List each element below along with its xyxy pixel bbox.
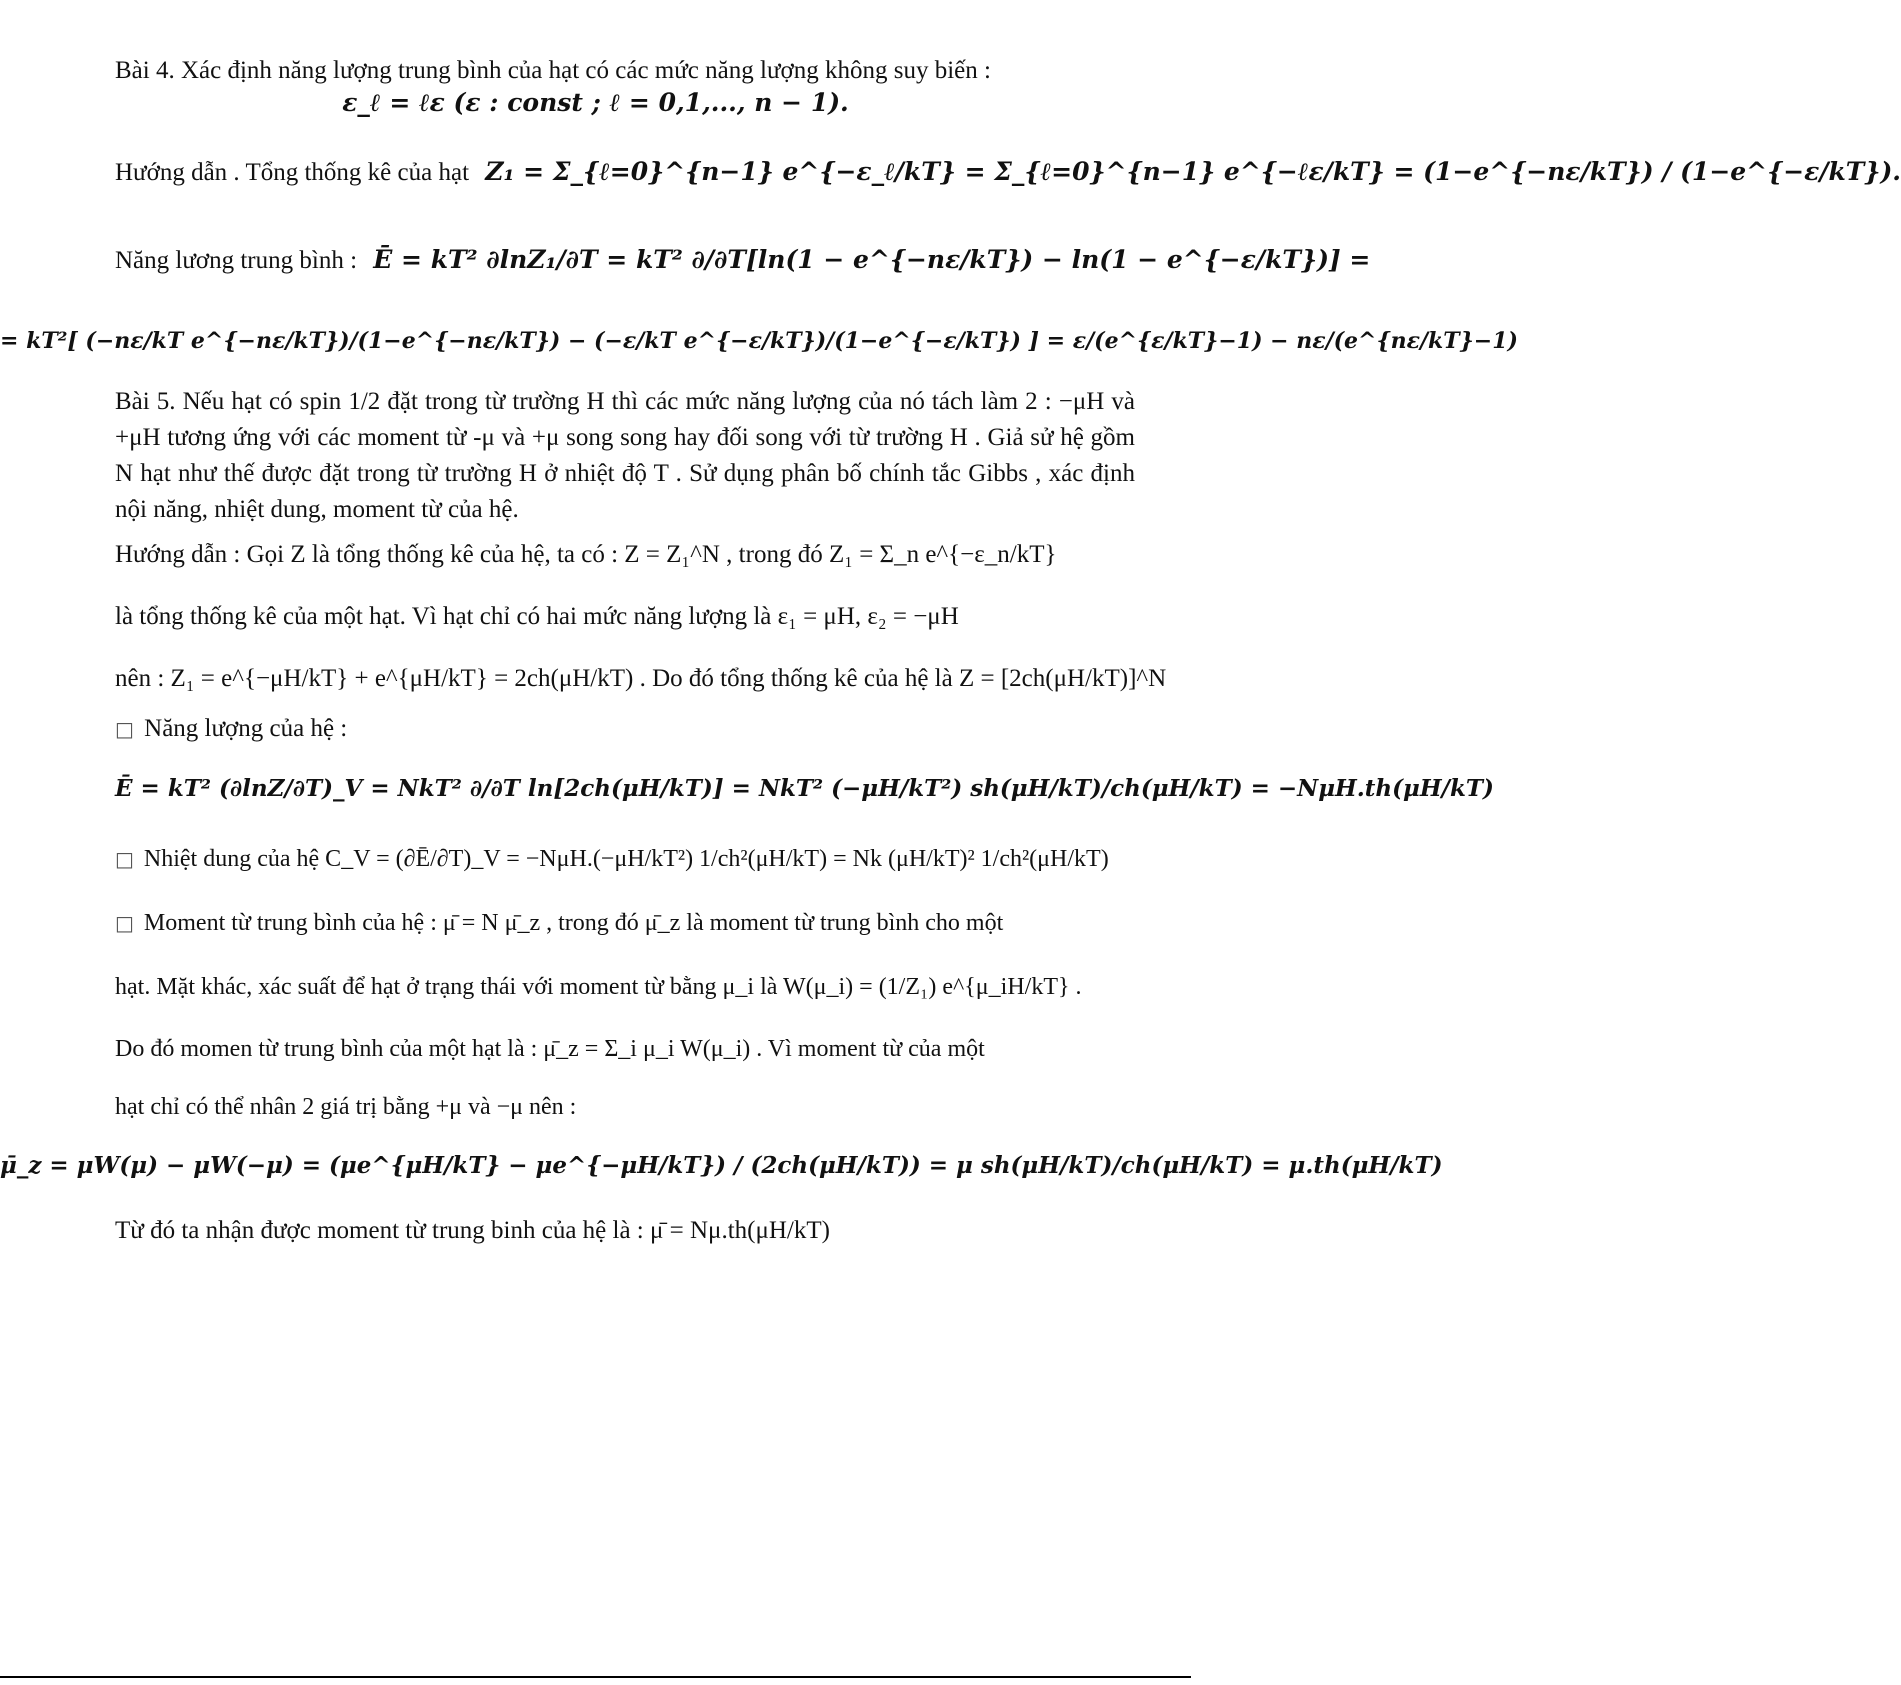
system-partition-line: nên : Z₁ = e^{−μH/kT} + e^{μH/kT} = 2ch(μH/kT) . Do đó tổng thống kê của hệ là Z = [2ch(μH/kT)]^N [115,665,1167,692]
mean-energy-formula: Ē = kT² ∂lnZ₁/∂T = kT² ∂/∂T[ln(1 − e^{−nε/kT}) − ln(1 − e^{−ε/kT})] = [373,245,1371,274]
mean-energy-result-formula: = kT²[ (−nε/kT e^{−nε/kT})/(1−e^{−nε/kT}) − (−ε/kT e^{−ε/kT})/(1−e^{−ε/kT}) ] = ε/(e^{ε/kT}−1) − nε/(e^{nε/kT}−1) [0,328,1518,354]
exercise-5-statement: Bài 5. Nếu hạt có spin 1/2 đặt trong từ trường H thì các mức năng lượng của nó tách làm 2 : −μH và +μH tương ứng với các moment từ -μ và +μ song song hay đối song với từ trường H . Giả sử hệ gồm N hạt như thế được đặt trong từ trường H ở nhiệt độ T . Sử dụng phân bố chính tắc Gibbs , xác định nội năng, nhiệt dung, moment từ của hệ. [115,388,1135,523]
hint-label: Hướng dẫn . Tổng thống kê của hạt [115,159,470,186]
heat-capacity-line [115,842,1109,876]
bullet-icon: □ [115,717,134,741]
partition-function-formula: Z₁ = Σ_{ℓ=0}^{n−1} e^{−ε_ℓ/kT} = Σ_{ℓ=0}^{n−1} e^{−ℓε/kT} = (1−e^{−nε/kT}) / (1−e^{−ε/kT}). [485,157,1901,186]
mean-moment-particle-formula: μ̄_z = μW(μ) − μW(−μ) = (μe^{μH/kT} − μe^{−μH/kT}) / (2ch(μH/kT)) = μ sh(μH/kT)/ch(μH/kT) = μ.th(μH/kT) [0,1152,1443,1179]
exercise-5-hint-line: Hướng dẫn : Gọi Z là tổng thống kê của hệ, ta có : Z = Z₁^N , trong đó Z₁ = Σ_n e^{−ε_n/kT} [115,541,1057,568]
two-values-line: hạt chỉ có thể nhân 2 giá trị bằng +μ và −μ nên : [115,1094,577,1120]
bullet-icon: □ [115,847,134,871]
mean-energy-label: Năng lương trung bình : [115,247,358,274]
exercise-4-statement: Bài 4. Xác định năng lượng trung bình của hạt có các mức năng lượng không suy biến : [115,57,991,84]
probability-line: hạt. Mặt khác, xác suất để hạt ở trạng thái với moment từ bằng μ_i là W(μ_i) = (1/Z₁) e^{μ_iH/kT} . [115,974,1082,1000]
page-bottom-rule [0,1676,1191,1678]
magnetic-moment-text: Moment từ trung bình của hệ : μ̄ = N μ̄_z , trong đó μ̄_z là moment từ trung bình cho một [143,910,1004,936]
mean-energy-line [115,243,1370,278]
mean-moment-particle-line: Do đó momen từ trung bình của một hạt là : μ̄_z = Σ_i μ_i W(μ_i) . Vì moment từ của một [115,1036,985,1062]
magnetic-moment-line [115,906,1003,940]
system-moment-result-line: Từ đó ta nhận được moment từ trung binh của hệ là : μ̄ = Nμ.th(μH/kT) [115,1217,830,1244]
internal-energy-formula: Ē = kT² (∂lnZ/∂T)_V = NkT² ∂/∂T ln[2ch(μH/kT)] = NkT² (−μH/kT²) sh(μH/kT)/ch(μH/kT) = −NμH.th(μH/kT) [115,775,1494,802]
heat-capacity-formula: Nhiệt dung của hệ C_V = (∂Ē/∂T)_V = −NμH.(−μH/kT²) 1/ch²(μH/kT) = Nk (μH/kT)² 1/ch²(μH/kT) [143,846,1109,872]
energy-levels-formula: ε_ℓ = ℓε (ε : const ; ℓ = 0,1,..., n − 1). [342,88,849,117]
bullet-icon: □ [115,911,134,935]
partition-function-line [115,155,1901,190]
energy-heading: Năng lượng của hệ : [144,715,348,742]
energy-bullet-line [115,712,347,746]
single-particle-partition-line: là tổng thống kê của một hạt. Vì hạt chỉ có hai mức năng lượng là ε₁ = μH, ε₂ = −μH [115,603,959,630]
